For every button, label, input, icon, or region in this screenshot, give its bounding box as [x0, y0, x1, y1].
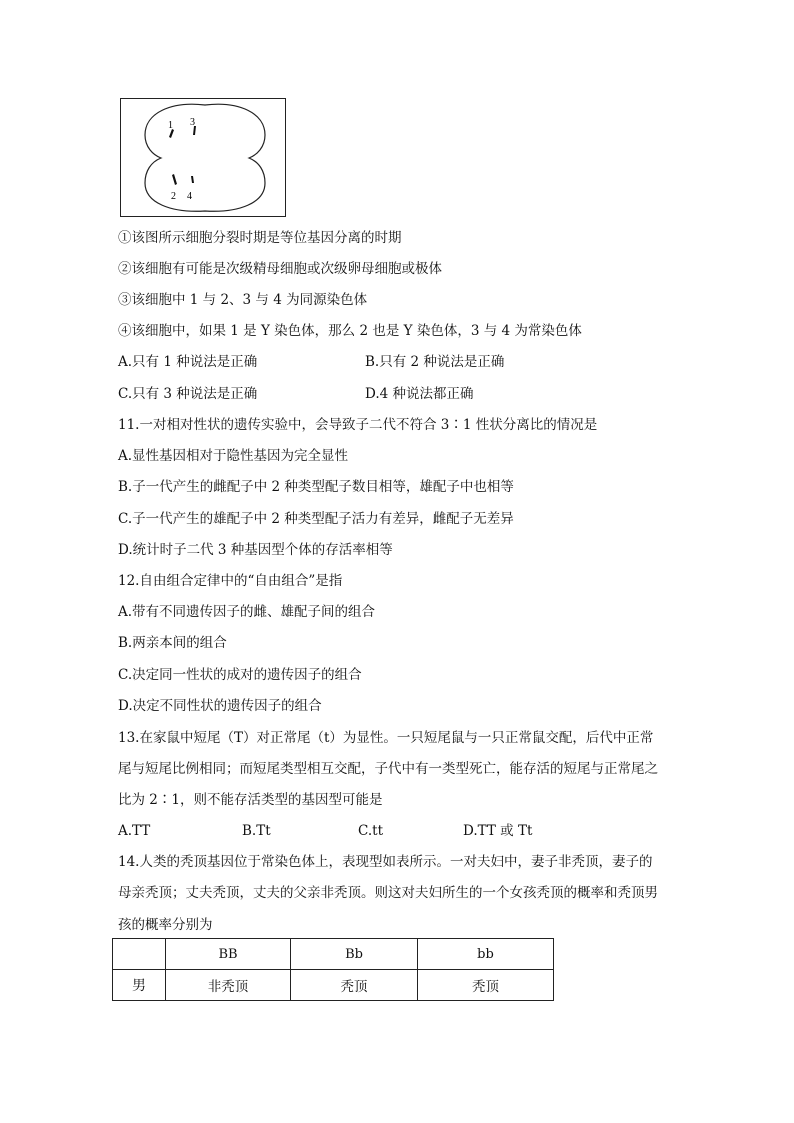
chromosome-2	[172, 174, 177, 185]
label-3: 3	[190, 117, 195, 128]
label-2: 2	[171, 191, 176, 202]
q10-option-d: D.4 种说法都正确	[365, 386, 474, 402]
cell-diagram	[121, 99, 287, 218]
table-header-row	[113, 939, 554, 970]
q10-option-b: B.只有 2 种说法是正确	[365, 354, 505, 370]
q14-line-1: 14.人类的秃顶基因位于常染色体上，表现型如表所示。一对夫妇中，妻子非秃顶，妻子的	[118, 854, 653, 870]
q11-stem: 11.一对相对性状的遗传实验中，会导致子二代不符合 3∶1 性状分离比的情况是	[118, 417, 598, 433]
q13-line-3: 比为 2∶1，则不能存活类型的基因型可能是	[118, 792, 383, 808]
table-cell: 男	[113, 970, 166, 1001]
statement-1: ①该图所示细胞分裂时期是等位基因分离的时期	[118, 230, 402, 246]
q11-option-b: B.子一代产生的雌配子中 2 种类型配子数目相等，雄配子中也相等	[118, 479, 514, 495]
q13-line-2: 尾与短尾比例相同；而短尾类型相互交配，子代中有一类型死亡，能存活的短尾与正常尾之	[118, 761, 658, 777]
q12-stem: 12.自由组合定律中的“自由组合”是指	[118, 573, 343, 589]
phenotype-table	[112, 938, 554, 1001]
q10-option-c: C.只有 3 种说法是正确	[118, 386, 258, 402]
q12-option-b: B.两亲本间的组合	[118, 635, 227, 651]
q12-option-d: D.决定不同性状的遗传因子的组合	[118, 698, 322, 714]
table-cell: 非秃顶	[166, 970, 291, 1001]
statement-2: ②该细胞有可能是次级精母细胞或次级卵母细胞或极体	[118, 261, 442, 277]
label-1: 1	[168, 120, 173, 131]
table-header-cell: Bb	[291, 939, 418, 970]
q11-option-d: D.统计时子二代 3 种基因型个体的存活率相等	[118, 542, 393, 558]
statement-3: ③该细胞中 1 与 2、3 与 4 为同源染色体	[118, 292, 368, 308]
q11-option-a: A.显性基因相对于隐性基因为完全显性	[118, 448, 349, 464]
q13-option-b: B.Tt	[242, 823, 271, 839]
q13-line-1: 13.在家鼠中短尾（T）对正常尾（t）为显性。一只短尾鼠与一只正常鼠交配，后代中正常	[118, 730, 654, 746]
q13-option-a: A.TT	[118, 823, 151, 839]
q13-option-c: C.tt	[358, 823, 383, 839]
table-header-cell: BB	[166, 939, 291, 970]
table-cell: 秃顶	[418, 970, 554, 1001]
q12-option-c: C.决定同一性状的成对的遗传因子的组合	[118, 667, 362, 683]
table-header-cell: bb	[418, 939, 554, 970]
table-header-cell	[113, 939, 166, 970]
q13-option-d: D.TT 或 Tt	[463, 823, 533, 839]
statement-4: ④该细胞中，如果 1 是 Y 染色体，那么 2 也是 Y 染色体，3 与 4 为常染色体	[118, 323, 582, 339]
q10-option-a: A.只有 1 种说法是正确	[118, 354, 258, 370]
table-cell: 秃顶	[291, 970, 418, 1001]
q11-option-c: C.子一代产生的雄配子中 2 种类型配子活力有差异，雌配子无差异	[118, 511, 514, 527]
q14-line-2: 母亲秃顶；丈夫秃顶，丈夫的父亲非秃顶。则这对夫妇所生的一个女孩秃顶的概率和秃顶男	[118, 885, 658, 901]
q12-option-a: A.带有不同遗传因子的雌、雄配子间的组合	[118, 604, 376, 620]
label-4: 4	[187, 191, 192, 202]
table-row	[113, 970, 554, 1001]
cell-division-figure	[120, 98, 286, 217]
q14-line-3: 孩的概率分别为	[118, 917, 213, 933]
chromosome-4	[191, 176, 194, 183]
cell-outline	[145, 104, 265, 211]
